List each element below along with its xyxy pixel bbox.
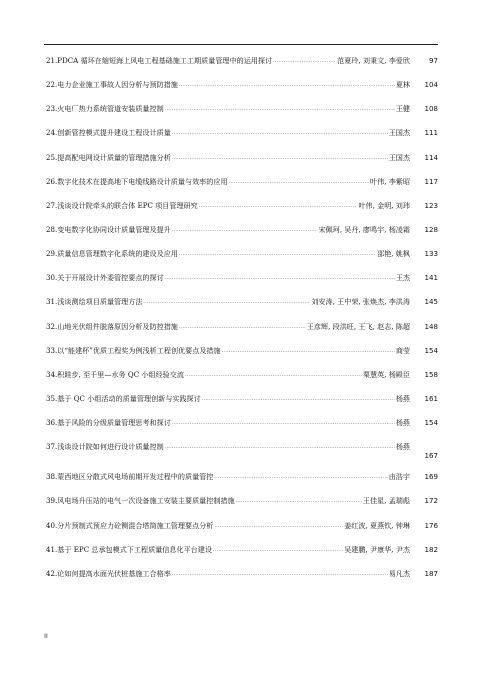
entry-title: 蒙西地区分散式风电场前期开发过程中的质量管控	[57, 472, 214, 482]
entry-number: 23.	[46, 104, 58, 114]
entry-number: 27.	[46, 200, 58, 210]
entry-authors: 刘安涛, 王中荣, 张焕杰, 李洪涛	[311, 297, 410, 307]
entry-page-number: 133	[424, 249, 438, 259]
entry-number: 40.	[46, 520, 58, 530]
dot-leader	[222, 348, 395, 354]
toc-entry[interactable]	[46, 561, 438, 585]
entry-number: 41.	[46, 544, 58, 554]
entry-page-number: 176	[424, 520, 438, 530]
entry-authors: 栗慧英, 杨殿臣	[362, 369, 410, 379]
dot-leader	[172, 571, 388, 577]
toc-entry[interactable]	[46, 193, 438, 217]
entry-page-number: 154	[424, 418, 438, 428]
entry-number: 36.	[46, 418, 58, 428]
header-rule	[44, 44, 438, 45]
toc-entry[interactable]	[46, 120, 438, 144]
toc-entry[interactable]	[46, 48, 438, 72]
entry-title: 质量信息管理数字化系统的建设及应用	[57, 249, 178, 259]
entry-page-number: 158	[424, 369, 438, 379]
entry-title: 变电数字化协同设计质量管理及提升	[57, 224, 171, 234]
entry-number: 42.	[46, 568, 58, 578]
dot-leader	[172, 155, 388, 161]
dot-leader	[179, 324, 306, 330]
toc-entry[interactable]	[46, 289, 438, 313]
entry-title: 电力企业施工事故人因分析与预防措施	[57, 80, 178, 90]
entry-page-number: 117	[424, 176, 438, 186]
entry-authors: 商莹	[395, 345, 410, 355]
entry-number: 22.	[46, 80, 58, 90]
entry-page-number: 97	[428, 56, 438, 65]
dot-leader	[172, 227, 318, 233]
entry-number: 29.	[46, 249, 58, 259]
dot-leader	[143, 299, 310, 305]
entry-page-number: 161	[424, 393, 438, 403]
entry-number: 39.	[46, 496, 58, 506]
dot-leader	[199, 203, 358, 209]
entry-title: 分片预制式预应力砼铡混合塔筒施工管理要点分析	[57, 520, 214, 530]
toc-entry[interactable]	[46, 217, 438, 241]
entry-page-number: 123	[424, 200, 438, 210]
toc-entry[interactable]	[46, 169, 438, 193]
entry-title: 积跬步, 至千里—水务 QC 小组经验交流	[57, 369, 184, 379]
entry-number: 24.	[46, 128, 58, 138]
entry-authors: 由浩宇	[388, 472, 410, 482]
dot-leader	[185, 372, 362, 378]
entry-authors: 王彦辉, 段洪旺, 王飞, 赵志, 陈超	[306, 321, 410, 331]
dot-leader	[214, 523, 343, 529]
entry-page-number: 141	[424, 273, 438, 283]
entry-page-number: 182	[424, 544, 438, 554]
toc-entry[interactable]	[46, 362, 438, 386]
entry-authors: 姜红波, 夏燕钦, 钟琳	[344, 520, 410, 530]
dot-leader	[165, 106, 395, 112]
toc-entry[interactable]	[46, 241, 438, 265]
entry-title: 创新管控模式提升建设工程设计质量	[57, 128, 171, 138]
entry-page-number: 145	[424, 297, 438, 307]
entry-authors: 夏林	[395, 80, 410, 90]
entry-title: 提高配电网设计质量的管理措施分析	[57, 152, 171, 162]
entry-authors: 杨燕	[395, 393, 410, 403]
footer-page-number: II	[44, 632, 48, 640]
entry-page-number: 108	[424, 104, 438, 114]
entry-authors: 易凡杰	[388, 568, 410, 578]
toc-entry[interactable]	[46, 72, 438, 96]
entry-number: 34.	[46, 369, 58, 379]
dot-leader	[236, 498, 362, 504]
entry-authors: 王杰	[395, 273, 410, 283]
table-of-contents	[46, 48, 438, 585]
entry-authors: 王佳星, 孟瑞彪	[362, 496, 410, 506]
entry-number: 37.	[46, 442, 58, 452]
entry-number: 25.	[46, 152, 58, 162]
entry-page-number: 148	[424, 321, 438, 331]
entry-page-number: 172	[424, 496, 438, 506]
toc-entry[interactable]	[46, 434, 438, 464]
entry-page-number: 114	[424, 152, 438, 162]
entry-number: 33.	[46, 345, 58, 355]
entry-title: 浅谈设计院牵头的联合体 EPC 项目管理研究	[57, 200, 198, 210]
entry-authors: 杨燕	[395, 442, 410, 452]
toc-entry[interactable]	[46, 464, 438, 488]
toc-entry[interactable]	[46, 145, 438, 169]
toc-entry[interactable]	[46, 513, 438, 537]
entry-number: 31.	[46, 297, 58, 307]
entry-authors: 王国杰	[388, 128, 410, 138]
toc-entry[interactable]	[46, 338, 438, 362]
dot-leader	[172, 420, 395, 426]
entry-title: PDCA 循环在缩短海上风电工程基础施工工期质量管理中的运用探讨	[57, 56, 273, 65]
toc-entry[interactable]	[46, 537, 438, 561]
entry-authors: 杨燕	[395, 418, 410, 428]
entry-number: 21.	[46, 56, 58, 65]
entry-title: 火电厂热力系统管道安装质量控制	[57, 104, 164, 114]
entry-authors: 吴建鹏, 尹康华, 尹杰	[344, 544, 410, 554]
entry-page-number: 104	[424, 80, 438, 90]
entry-authors: 叶伟, 李紫昭	[370, 176, 410, 186]
entry-title: 以“能建杯”优质工程奖为例浅析工程创优要点及措施	[57, 345, 221, 355]
entry-page-number: 128	[424, 224, 438, 234]
entry-number: 38.	[46, 472, 58, 482]
entry-authors: 邵艳, 姚枫	[377, 249, 410, 259]
toc-entry[interactable]	[46, 96, 438, 120]
entry-page-number: 187	[424, 568, 438, 578]
dot-leader	[229, 179, 369, 185]
entry-authors: 叶伟, 金明, 刘玮	[358, 200, 410, 210]
dot-leader	[165, 275, 395, 281]
entry-title: 数字化技术在提高地下电缆线路设计质量与效率的应用	[57, 176, 228, 186]
dot-leader	[214, 474, 387, 480]
entry-page-number: 154	[424, 345, 438, 355]
entry-authors: 王健	[395, 104, 410, 114]
entry-title: 基于 EPC 总承包模式下工程质量信息化平台建设	[57, 544, 212, 554]
dot-leader	[273, 58, 336, 64]
dot-leader	[165, 444, 395, 450]
dot-leader	[179, 82, 395, 88]
toc-entry[interactable]	[46, 410, 438, 434]
entry-authors: 宋佩珂, 吴丹, 廖鸣宇, 杨凌霜	[318, 224, 410, 234]
dot-leader	[179, 251, 376, 257]
dot-leader	[213, 547, 343, 553]
toc-entry[interactable]	[46, 488, 438, 512]
entry-page-number: 167	[424, 451, 438, 461]
dot-leader	[202, 396, 395, 402]
entry-title: 基于风险的分级质量管理思考和探讨	[57, 418, 171, 428]
entry-title: 风电场升压站的电气一次设备施工安装主要质量控制措施	[57, 496, 235, 506]
entry-number: 35.	[46, 393, 58, 403]
entry-title: 基于 QC 小组活动的质量管理创新与实践探讨	[57, 393, 201, 403]
entry-authors: 范夏玲, 刘秉文, 李爱欣	[337, 56, 410, 65]
entry-number: 32.	[46, 321, 58, 331]
entry-page-number: 169	[424, 472, 438, 482]
toc-entry[interactable]	[46, 386, 438, 410]
toc-entry[interactable]	[46, 314, 438, 338]
entry-title: 关于开展设计外委管控要点的探讨	[57, 273, 164, 283]
entry-authors: 王国杰	[388, 152, 410, 162]
entry-title: 论如何提高水面光伏桩基施工合格率	[57, 568, 171, 578]
toc-entry[interactable]	[46, 265, 438, 289]
entry-title: 浅谈设计院如何进行设计质量控制	[57, 442, 164, 452]
entry-number: 30.	[46, 273, 58, 283]
entry-title: 浅谈测绘项目质量管理方法	[57, 297, 143, 307]
entry-number: 26.	[46, 176, 58, 186]
entry-title: 山地光伏组件脱落原因分析及防控措施	[57, 321, 178, 331]
dot-leader	[172, 130, 388, 136]
entry-number: 28.	[46, 224, 58, 234]
entry-page-number: 111	[424, 128, 438, 138]
